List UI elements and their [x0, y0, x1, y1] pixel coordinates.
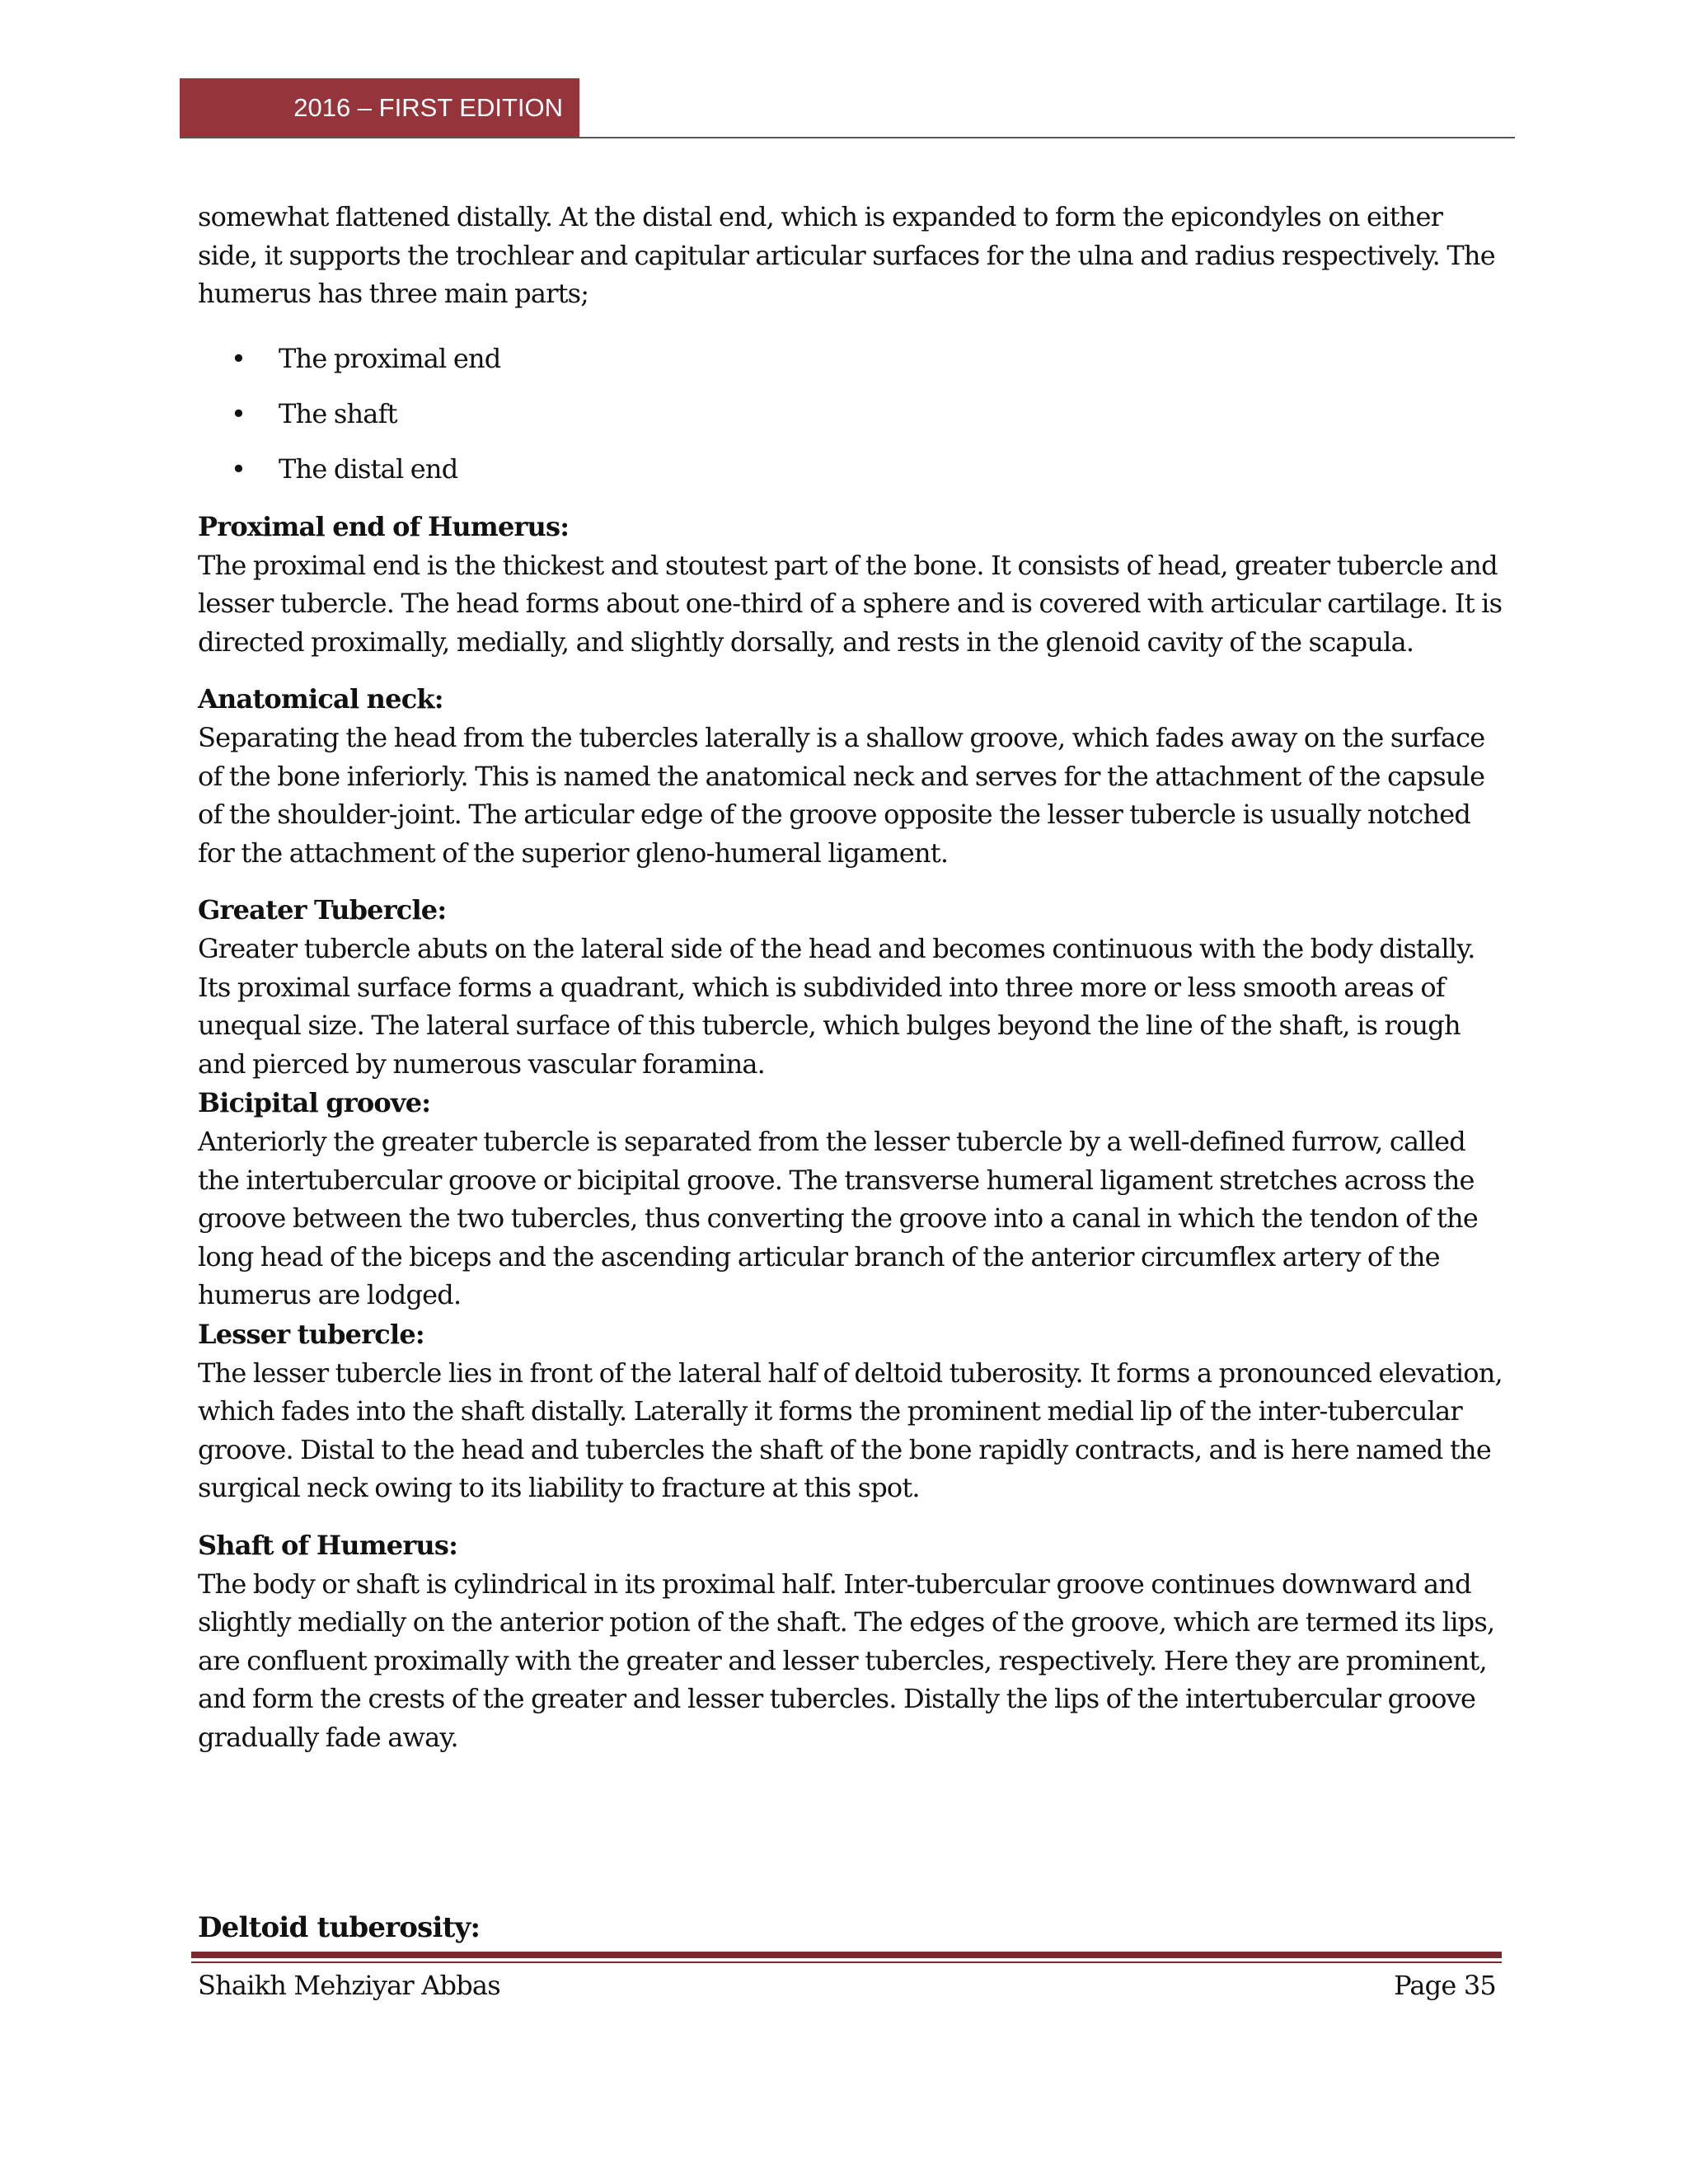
page-footer: [198, 1966, 1496, 2004]
proximal-end-heading: Proximal end of Humerus:: [198, 510, 570, 542]
bicipital-groove-heading: Bicipital groove:: [198, 1087, 431, 1118]
lesser-tubercle-heading: Lesser tubercle:: [198, 1318, 424, 1350]
list-item: [231, 387, 1508, 442]
shaft-heading: Shaft of Humerus:: [198, 1529, 458, 1561]
footer-rule-thick: [191, 1952, 1502, 1958]
footer-author: Shaikh Mehziyar Abbas: [198, 1970, 500, 2001]
bullet-icon: •: [231, 397, 246, 429]
bicipital-groove-paragraph: Anteriorly the greater tubercle is separated from the lesser tubercle by a well-defined furrow, called the intertubercular groove or bicipital groove. The transverse humeral ligament stretches across the groove between the two tubercles, thus converting the groove into a canal in which the tendon of the long head of the biceps and the ascending articular branch of the anterior circumflex artery of the humerus are lodged.: [198, 1126, 1479, 1310]
header-rule: [180, 137, 1515, 138]
deltoid-tuberosity-heading: Deltoid tuberosity:: [198, 1911, 481, 1944]
greater-tubercle-heading: Greater Tubercle:: [198, 894, 447, 926]
anatomical-neck-heading: Anatomical neck:: [198, 683, 443, 715]
anatomical-neck-paragraph: Separating the head from the tubercles laterally is a shallow groove, which fades away on the surface of the bone inferiorly. This is named the anatomical neck and serves for the attachment of the capsule of the shoulder-joint. The articular edge of the groove opposite the lesser tubercle is usually notched for the attachment of the superior gleno-humeral ligament.: [198, 722, 1485, 869]
bullet-icon: •: [231, 342, 246, 374]
bullet-icon: •: [231, 452, 246, 485]
list-item: [231, 331, 1508, 387]
intro-paragraph: somewhat flattened distally. At the distal end, which is expanded to form the epicondyles on either side, it supports the trochlear and capitular articular surfaces for the ulna and radius respectively. The humerus has three main parts;: [198, 201, 1495, 309]
greater-tubercle-paragraph: Greater tubercle abuts on the lateral side of the head and becomes continuous with the body distally. Its proximal surface forms a quadrant, which is subdivided into three more or less smooth areas of unequal size. The lateral surface of this tubercle, which bulges beyond the line of the shaft, is rough and pierced by numerous vascular foramina.: [198, 933, 1475, 1080]
page-body: [198, 198, 1508, 1756]
proximal-end-paragraph: The proximal end is the thickest and stoutest part of the bone. It consists of head, greater tubercle and lesser tubercle. The head forms about one-third of a sphere and is covered with articular cartilage. It is directed proximally, medially, and slightly dorsally, and rests in the glenoid cavity of the scapula.: [198, 549, 1503, 658]
lesser-tubercle-paragraph: The lesser tubercle lies in front of the lateral half of deltoid tuberosity. It forms a pronounced elevation, which fades into the shaft distally. Laterally it forms the prominent medial lip of the inter-tubercular groove. Distal to the head and tubercles the shaft of the bone rapidly contracts, and is here named the surgical neck owing to its liability to fracture at this spot.: [198, 1357, 1503, 1503]
edition-banner: [180, 78, 579, 138]
edition-label: 2016 – FIRST EDITION: [293, 93, 563, 122]
list-item-label: The distal end: [279, 452, 458, 485]
page-number: Page 35: [1394, 1970, 1496, 2001]
parts-list: [198, 331, 1508, 497]
list-item-label: The proximal end: [279, 342, 501, 374]
list-item: [231, 442, 1508, 497]
list-item-label: The shaft: [279, 397, 397, 429]
footer-rule-thin: [191, 1961, 1502, 1963]
shaft-paragraph: The body or shaft is cylindrical in its proximal half. Inter-tubercular groove continues downward and slightly medially on the anterior potion of the shaft. The edges of the groove, which are termed its lips, are confluent proximally with the greater and lesser tubercles, respectively. Here they are prominent, and form the crests of the greater and lesser tubercles. Distally the lips of the intertubercular groove gradually fade away.: [198, 1568, 1495, 1753]
